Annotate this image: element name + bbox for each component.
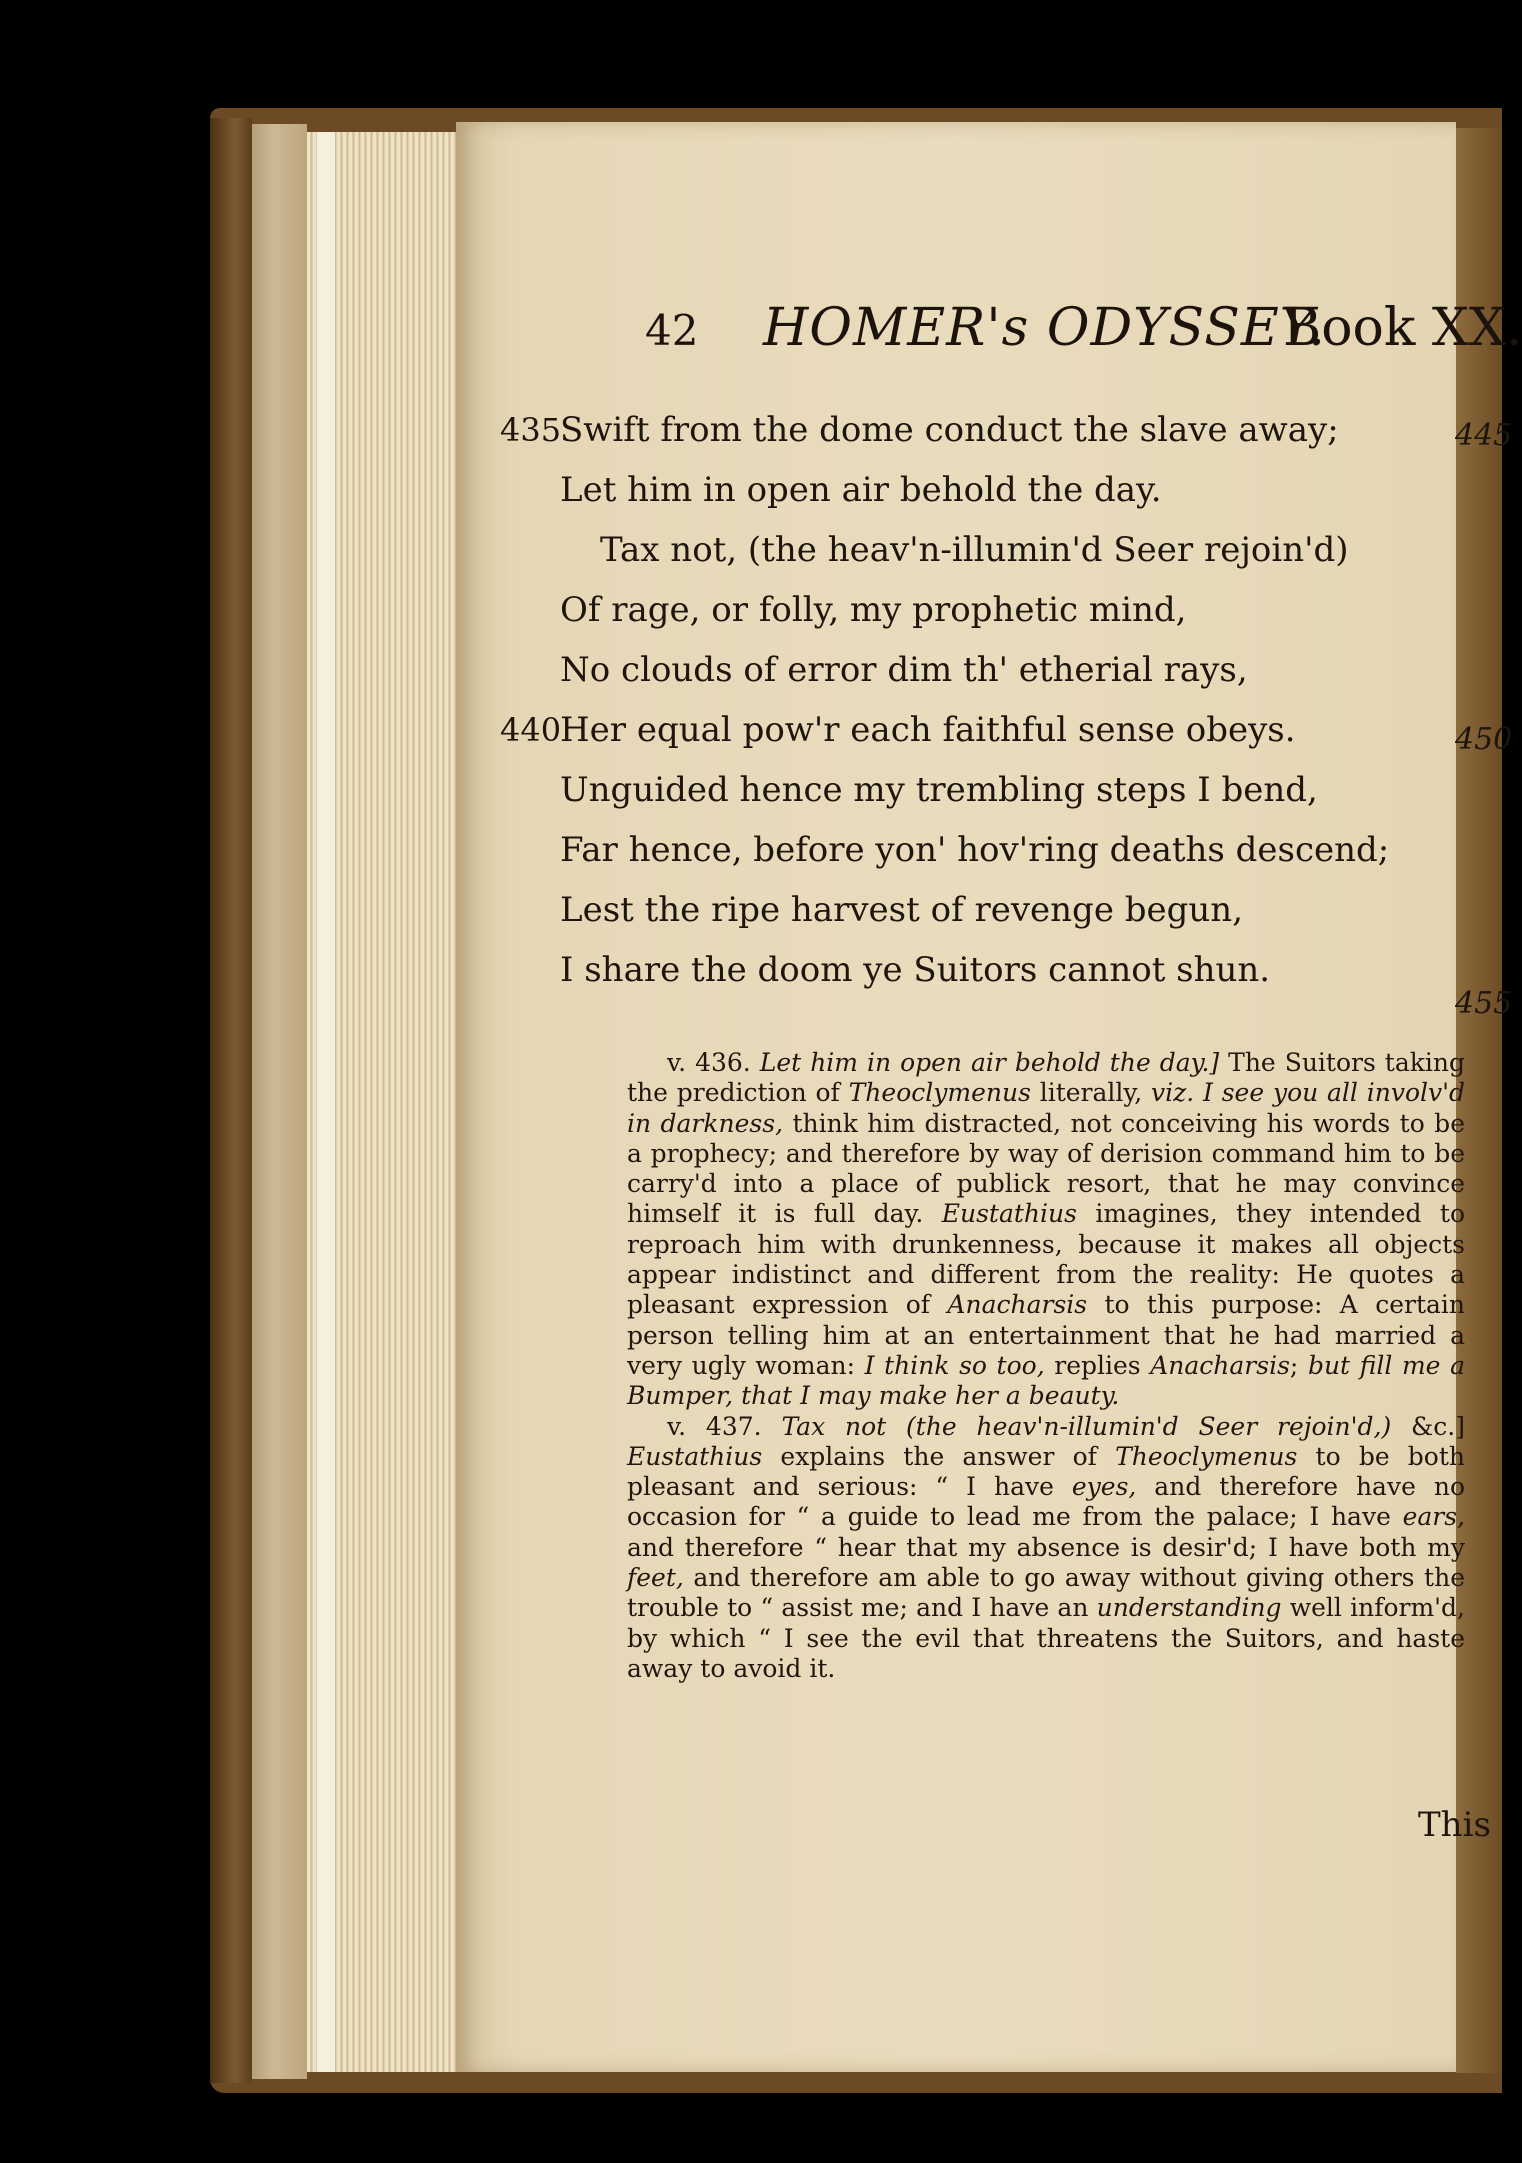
- fore-edge: [252, 124, 307, 2079]
- verse-line: [560, 940, 1440, 1000]
- note-emphasis: feet,: [627, 1563, 684, 1593]
- note-text: literally,: [1030, 1078, 1151, 1108]
- note-quote: but fill me a Bumper, that I may make her a beauty.: [627, 1350, 1465, 1411]
- note-ref: v. 437.: [667, 1411, 762, 1441]
- note-text: and therefore am able to go away without giving others the trouble to “ assist me; and I have an: [627, 1563, 1465, 1623]
- note-emphasis: eyes,: [1071, 1472, 1137, 1502]
- verse-text: Let him in open air behold the day.: [560, 470, 1162, 510]
- verse-text: Unguided hence my trembling steps I bend,: [560, 770, 1318, 810]
- footnotes: [627, 1048, 1465, 1684]
- verse-text: I share the doom ye Suitors cannot shun.: [560, 950, 1271, 990]
- note-text: &c.]: [1391, 1411, 1466, 1441]
- verse-line: [500, 400, 1440, 460]
- note-lemma: Tax not (the heav'n-illumin'd Seer rejoin'd,): [781, 1411, 1392, 1441]
- note-text: imagines, they intended to reproach him with drunkenness, because it makes all objects appear indistinct and different from the reality: He quotes a pleasant expression of: [627, 1199, 1466, 1320]
- verse-line: [560, 460, 1440, 520]
- note-name: Theoclymenus: [848, 1078, 1031, 1108]
- note-text: and therefore have no occasion for “ a guide to lead me from the palace; I have: [627, 1472, 1465, 1532]
- verse-text: Far hence, before yon' hov'ring deaths descend;: [560, 830, 1390, 870]
- verse-text: Lest the ripe harvest of revenge begun,: [560, 890, 1244, 930]
- page-number: 42: [645, 306, 699, 355]
- note-quote: I think so too,: [864, 1350, 1045, 1380]
- note-v436: [627, 1048, 1465, 1412]
- facing-line-number: 455: [1455, 986, 1513, 1021]
- book-label: Book XX.: [1283, 298, 1522, 358]
- book-title: HOMER's ODYSSEY.: [763, 298, 1326, 358]
- verse-line: [500, 700, 1440, 760]
- book-spine-edge: [210, 118, 252, 2083]
- note-quote: I see you all involv'd in darkness,: [627, 1078, 1466, 1138]
- verse-block: [500, 400, 1440, 1000]
- note-name: Eustathius: [627, 1441, 763, 1471]
- verse-line: [560, 820, 1440, 880]
- catchword: This: [1418, 1805, 1491, 1845]
- note-text: well inform'd, by which “ I see the evil that threatens the Suitors, and haste away to avoid it.: [627, 1593, 1465, 1683]
- note-text: ;: [1289, 1350, 1308, 1380]
- verse-line: [560, 880, 1440, 940]
- verse-text: No clouds of error dim th' etherial rays,: [560, 650, 1248, 690]
- verse-text: Of rage, or folly, my prophetic mind,: [560, 590, 1187, 630]
- facing-line-number: 445: [1455, 418, 1513, 453]
- note-text: replies: [1044, 1350, 1151, 1380]
- note-name: Anacharsis: [947, 1290, 1088, 1320]
- note-name: Eustathius: [941, 1199, 1077, 1229]
- note-text: The Suitors taking the prediction of: [627, 1048, 1466, 1108]
- verse-line: [560, 580, 1440, 640]
- verse-text: Her equal pow'r each faithful sense obeys.: [560, 710, 1296, 750]
- facing-line-number: 450: [1455, 722, 1513, 757]
- verse-line: [560, 760, 1440, 820]
- note-text: think him distracted, not conceiving his words to be a prophecy; and therefore by way of derision command him to be carry'd into a place of publick resort, that he may convince himself it is full day.: [627, 1108, 1465, 1229]
- note-text: to this purpose: A certain person telling him at an entertainment that he had married a very ugly woman:: [627, 1290, 1465, 1380]
- note-text: and therefore “ hear that my absence is desir'd; I have both my: [627, 1532, 1465, 1562]
- page-stack: [307, 132, 459, 2072]
- verse-line: [560, 640, 1440, 700]
- line-number: 440: [500, 711, 562, 749]
- running-head: [645, 292, 1522, 362]
- note-name: Theoclymenus: [1115, 1441, 1298, 1471]
- note-abbrev: viz.: [1150, 1078, 1195, 1108]
- note-ref: v. 436.: [667, 1048, 751, 1077]
- line-number: 435: [500, 411, 562, 449]
- verse-text: Tax not, (the heav'n-illumin'd Seer rejoin'd): [600, 530, 1349, 570]
- note-v437: [627, 1412, 1465, 1685]
- verse-text: Swift from the dome conduct the slave away;: [560, 410, 1339, 450]
- note-text: to be both pleasant and serious: “ I have: [627, 1441, 1465, 1502]
- page-stack-highlight: [317, 132, 335, 2072]
- note-name: Anacharsis: [1150, 1350, 1290, 1380]
- note-emphasis: ears,: [1402, 1502, 1465, 1532]
- note-emphasis: understanding: [1096, 1593, 1282, 1623]
- note-lemma: Let him in open air behold the day.]: [759, 1048, 1220, 1077]
- note-text: explains the answer of: [762, 1441, 1116, 1471]
- verse-line: [560, 520, 1440, 580]
